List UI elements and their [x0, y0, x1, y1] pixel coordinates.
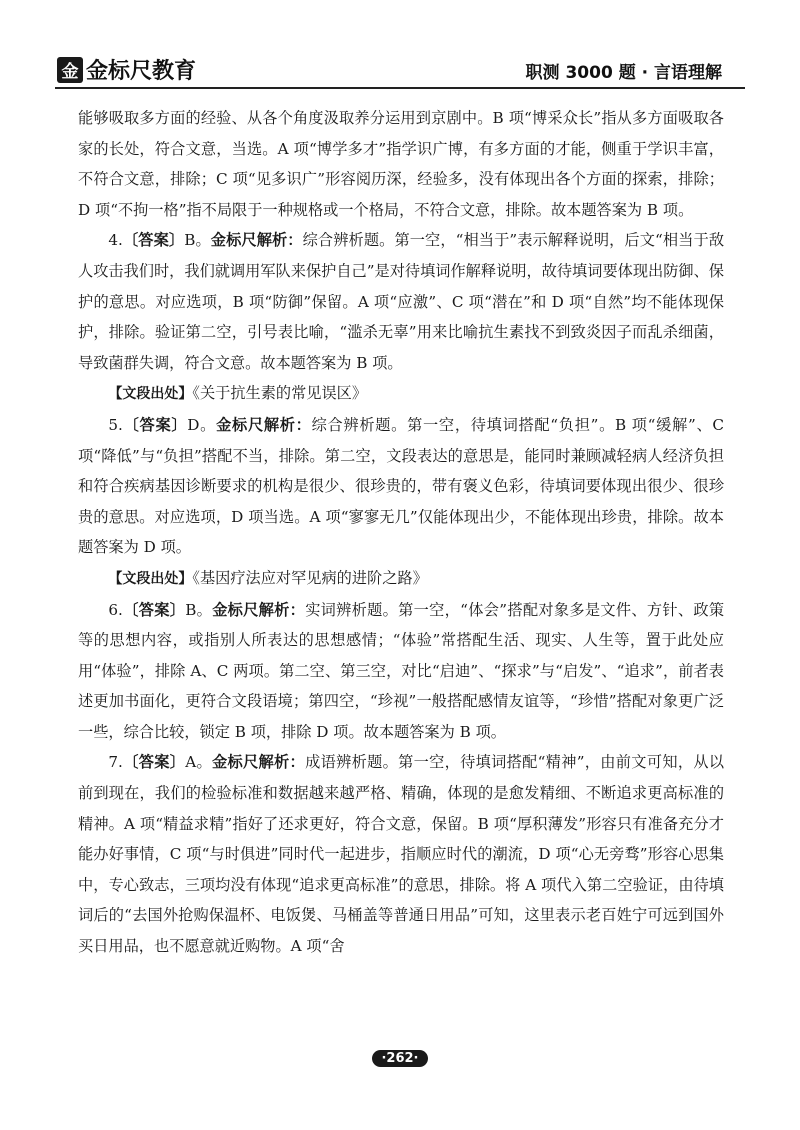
page-number — [360, 1047, 440, 1067]
answer-label: 〔答案〕 — [122, 415, 188, 434]
answer-label: 〔答案〕 — [122, 753, 186, 772]
source-label: 【文段出处】 — [108, 570, 193, 587]
page-header — [0, 0, 800, 92]
source-title: 《关于抗生素的常见误区》 — [192, 384, 368, 403]
answer-4 — [78, 225, 724, 378]
brand-logo — [57, 54, 196, 85]
answer-choice: D。 — [187, 415, 217, 434]
continued-paragraph: 能够吸取多方面的经验、从各个角度汲取养分运用到京剧中。B 项“博采众长”指从多方面吸取各家的长处，符合文意，当选。A 项“博学多才”指学识广博，有多方面的才能，侧重于学识丰富，不符合文意，排除；C 项“见多识广”形容阅历深，经验多，没有体现出各个方面的探索，排除；D 项“不拘一格”指不局限于一种规格或一个格局，不符合文意，排除。故本题答案为 B 项。 — [78, 109, 724, 219]
analysis-text: 综合辨析题。第一空，“相当于”表示解释说明，后文“相当于敌人攻击我们时，我们就调用军队来保护自己”是对待填词作解释说明，故待填词要体现出防御、保护的意思。对应选项，B 项“防御”保留。A 项“应激”、C 项“潜在”和 D 项“自然”均不能体现保护，排除。验证第二空，引号表比喻，“滥杀无辜”用来比喻抗生素找不到致炎因子而乱杀细菌，导致菌群失调，符合文意。故本题答案为 B 项。 — [78, 231, 725, 372]
answer-number: 6. — [108, 600, 123, 619]
analysis-label: 金标尺解析： — [210, 231, 303, 250]
source-5 — [78, 563, 724, 595]
answer-7 — [78, 747, 724, 961]
analysis-text: 综合辨析题。第一空，待填词搭配“负担”。B 项“缓解”、C 项“降低”与“负担”搭配不当，排除。第二空，文段表达的意思是，能同时兼顾减轻病人经济负担和符合疾病基因诊断要求的机构是很少、很珍贵的，带有褒义色彩，待填词要体现出很少、很珍贵的意思。对应选项，D 项当选。A 项“寥寥无几”仅能体现出少，不能体现出珍贵，排除。故本题答案为 D 项。 — [78, 415, 725, 557]
answer-choice: B。 — [185, 600, 213, 619]
logo-icon: 金 — [57, 57, 83, 83]
answer-choice: B。 — [184, 231, 211, 250]
source-title: 《基因疗法应对罕见病的进阶之路》 — [192, 568, 428, 587]
analysis-label: 金标尺解析： — [216, 415, 312, 434]
source-label: 【文段出处】 — [108, 386, 193, 403]
header-divider — [55, 87, 745, 89]
analysis-label: 金标尺解析： — [212, 753, 306, 772]
answer-5 — [78, 410, 724, 563]
analysis-label: 金标尺解析： — [212, 600, 306, 619]
answer-number: 4. — [108, 231, 123, 250]
source-4 — [78, 378, 724, 410]
page-content — [78, 103, 724, 962]
book-title: 职测 3000 题 · 言语理解 — [525, 63, 722, 83]
page-number-badge: ·262· — [372, 1050, 427, 1067]
logo-text: 金标尺教育 — [86, 59, 197, 84]
answer-label: 〔答案〕 — [122, 600, 186, 619]
answer-choice: A。 — [185, 753, 213, 772]
answer-6 — [78, 595, 724, 748]
answer-number: 5. — [108, 415, 123, 434]
analysis-text: 实词辨析题。第一空，“体会”搭配对象多是文件、方针、政策等的思想内容，或指别人所表达的思想感情；“体验”常搭配生活、现实、人生等，置于此处应用“体验”，排除 A、C 两项。第二空、第三空，对比“启迪”、“探求”与“启发”、“追求”，前者表述更加书面化，更符合文段语境；第四空，“珍视”一般搭配感情友谊等，“珍惜”搭配对象更广泛一些，综合比较，锁定 B 项，排除 D 项。故本题答案为 B 项。 — [78, 600, 725, 741]
analysis-text: 成语辨析题。第一空，待填词搭配“精神”，由前文可知，从以前到现在，我们的检验标准和数据越来越严格、精确，体现的是愈发精细、不断追求更高标准的精神。A 项“精益求精”指好了还求更好，符合文意，保留。B 项“厚积薄发”形容只有准备充分才能办好事情，C 项“与时俱进”同时代一起进步，指顺应时代的潮流，D 项“心无旁骛”形容心思集中，专心致志，三项均没有体现“追求更高标准”的意思，排除。将 A 项代入第二空验证，由待填词后的“去国外抢购保温杯、电饭煲、马桶盖等普通日用品”可知，这里表示老百姓宁可远到国外买日用品，也不愿意就近购物。A 项“舍 — [78, 753, 725, 956]
answer-number: 7. — [108, 753, 123, 772]
answer-label: 〔答案〕 — [122, 231, 185, 250]
